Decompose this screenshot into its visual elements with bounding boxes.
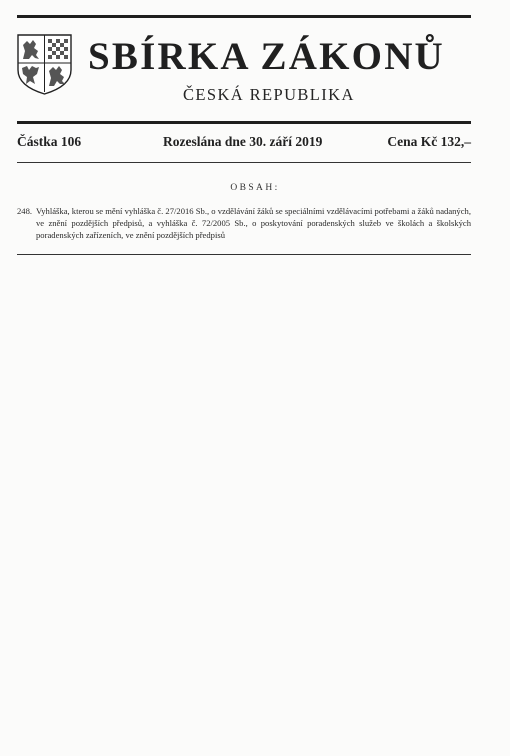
meta-rule (17, 162, 471, 163)
contents-heading: OBSAH: (230, 183, 280, 193)
issue-number: Částka 106 (17, 134, 82, 149)
contents-bottom-rule (17, 254, 471, 255)
entry-number: 248. (17, 206, 33, 216)
distribution-date: Rozeslána dne 30. září 2019 (163, 134, 323, 149)
publication-title: SBÍRKA ZÁKONŮ (88, 35, 445, 78)
entry-text: Vyhláška, kterou se mění vyhláška č. 27/2016 Sb., o vzdělávání žáků se speciálními vzdělávacími potřebami a žáků nadaných, ve znění pozdějších předpisů, a vyhláška č. 72/2005 Sb., o poskytování poradenských služeb ve školách a školských poradenských zařízeních, ve znění pozdějších předpisů (36, 206, 471, 240)
top-rule (17, 15, 471, 18)
czech-coat-of-arms-icon (17, 34, 72, 95)
header-rule (17, 121, 471, 124)
price-label: Cena Kč 132,– (387, 134, 471, 149)
publication-subtitle: ČESKÁ REPUBLIKA (183, 85, 355, 104)
